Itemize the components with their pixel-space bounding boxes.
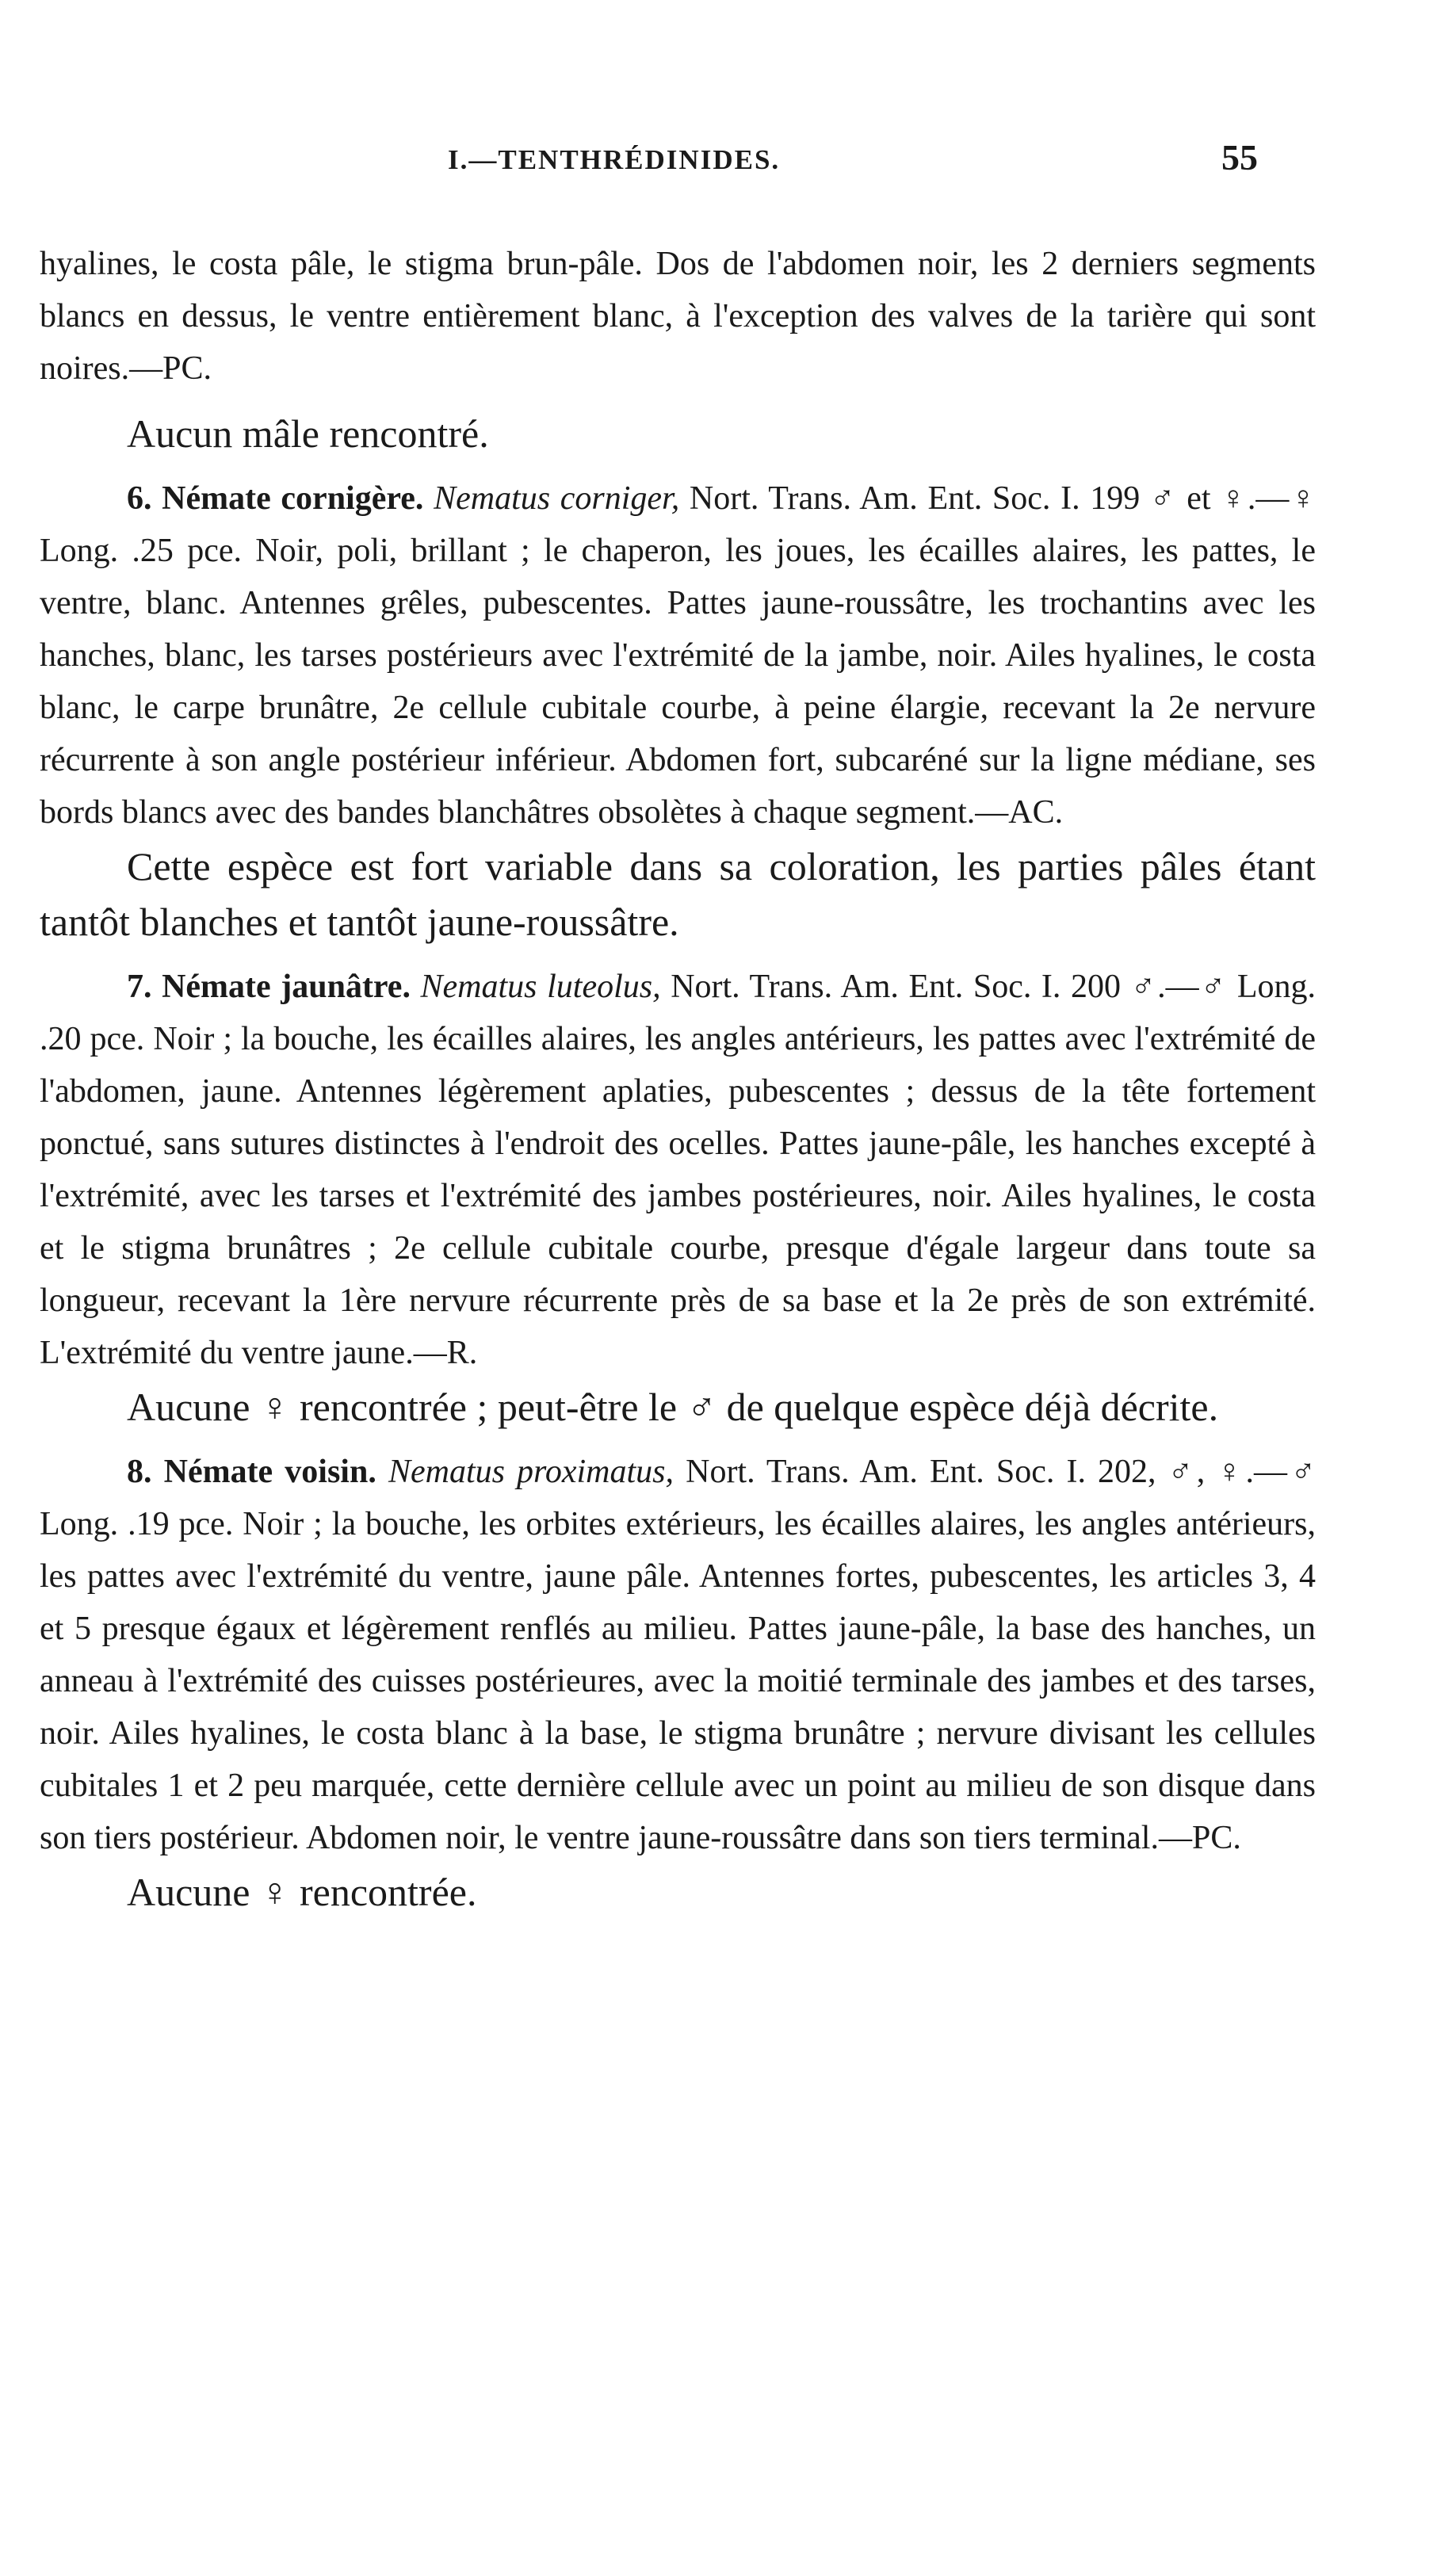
species-7-number: 7.: [127, 969, 152, 1005]
species-7-latin-name: Nematus luteolus,: [420, 969, 661, 1005]
note-no-male: Aucun mâle rencontré.: [127, 411, 489, 456]
species-7-entry: [40, 961, 1316, 1379]
page-body: [40, 238, 1316, 1920]
species-6-name: Némate cornigère.: [162, 480, 424, 517]
page-header: [0, 119, 1456, 182]
species-7-description: Nort. Trans. Am. Ent. Soc. I. 200 ♂.—♂ Long. .20 pce. Noir ; la bouche, les écailles alaires, les angles antérieurs, les pattes avec l'extrémité de l'abdomen, jaune. Antennes légèrement aplaties, pubescentes ; dessus de la tête fortement ponctué, sans sutures distinctes à l'endroit des ocelles. Pattes jaune-pâle, les hanches excepté à l'extrémité, avec les tarses et l'extrémité des jambes postérieures, noir. Ailes hyalines, le costa et le stigma brunâtres ; 2e cellule cubitale courbe, presque d'égale largeur dans toute sa longueur, recevant la 1ère nervure récurrente près de sa base et la 2e près de son extrémité. L'extrémité du ventre jaune.—R.: [40, 969, 1317, 1371]
species-6-note: Cette espèce est fort variable dans sa coloration, les parties pâles étant tantôt blanches et tantôt jaune-roussâtre.: [40, 844, 1316, 944]
species-8-number: 8.: [127, 1454, 152, 1490]
species-6-entry: [40, 472, 1316, 839]
species-8-latin-name: Nematus proximatus,: [388, 1454, 674, 1490]
page-number: 55: [1221, 137, 1258, 178]
species-8-entry: [40, 1446, 1316, 1864]
species-6-number: 6.: [127, 480, 152, 517]
species-8-name: Némate voisin.: [163, 1454, 376, 1490]
species-8-description: Nort. Trans. Am. Ent. Soc. I. 202, ♂, ♀.—♂ Long. .19 pce. Noir ; la bouche, les orbites extérieurs, les écailles alaires, les angles antérieurs, les pattes avec l'extrémité du ventre, jaune pâle. Antennes fortes, pubescentes, les articles 3, 4 et 5 presque égaux et légèrement renflés au milieu. Pattes jaune-pâle, la base des hanches, un anneau à l'extrémité des cuisses postérieures, avec la moitié terminale des jambes et des tarses, noir. Ailes hyalines, le costa blanc à la base, le stigma brunâtre ; nervure divisant les cellules cubitales 1 et 2 peu marquée, cette dernière cellule avec un point au milieu de son disque dans son tiers postérieur. Abdomen noir, le ventre jaune-roussâtre dans son tiers terminal.—PC.: [40, 1454, 1317, 1856]
running-head: I.—TENTHRÉDINIDES.: [448, 144, 781, 175]
species-7-name: Némate jaunâtre.: [162, 969, 411, 1005]
species-8-note: Aucune ♀ rencontrée.: [127, 1870, 477, 1914]
species-7-note: Aucune ♀ rencontrée ; peut-être le ♂ de quelque espèce déjà décrite.: [127, 1385, 1219, 1429]
species-6-latin-name: Nematus corniger,: [434, 480, 680, 517]
species-6-description: Nort. Trans. Am. Ent. Soc. I. 199 ♂ et ♀.—♀ Long. .25 pce. Noir, poli, brillant ; le chaperon, les joues, les écailles alaires, les pattes, le ventre, blanc. Antennes grêles, pubescentes. Pattes jaune-roussâtre, les trochantins avec les hanches, blanc, les tarses postérieurs avec l'extrémité de la jambe, noir. Ailes hyalines, le costa blanc, le carpe brunâtre, 2e cellule cubitale courbe, à peine élargie, recevant la 2e nervure récurrente à son angle postérieur inférieur. Abdomen fort, subcaréné sur la ligne médiane, ses bords blancs avec des bandes blanchâtres obsolètes à chaque segment.—AC.: [40, 480, 1317, 831]
continuation-paragraph: hyalines, le costa pâle, le stigma brun-pâle. Dos de l'abdomen noir, les 2 derniers segments blancs en dessus, le ventre entièrement blanc, à l'exception des valves de la tarière qui sont noires.—PC.: [40, 246, 1316, 387]
